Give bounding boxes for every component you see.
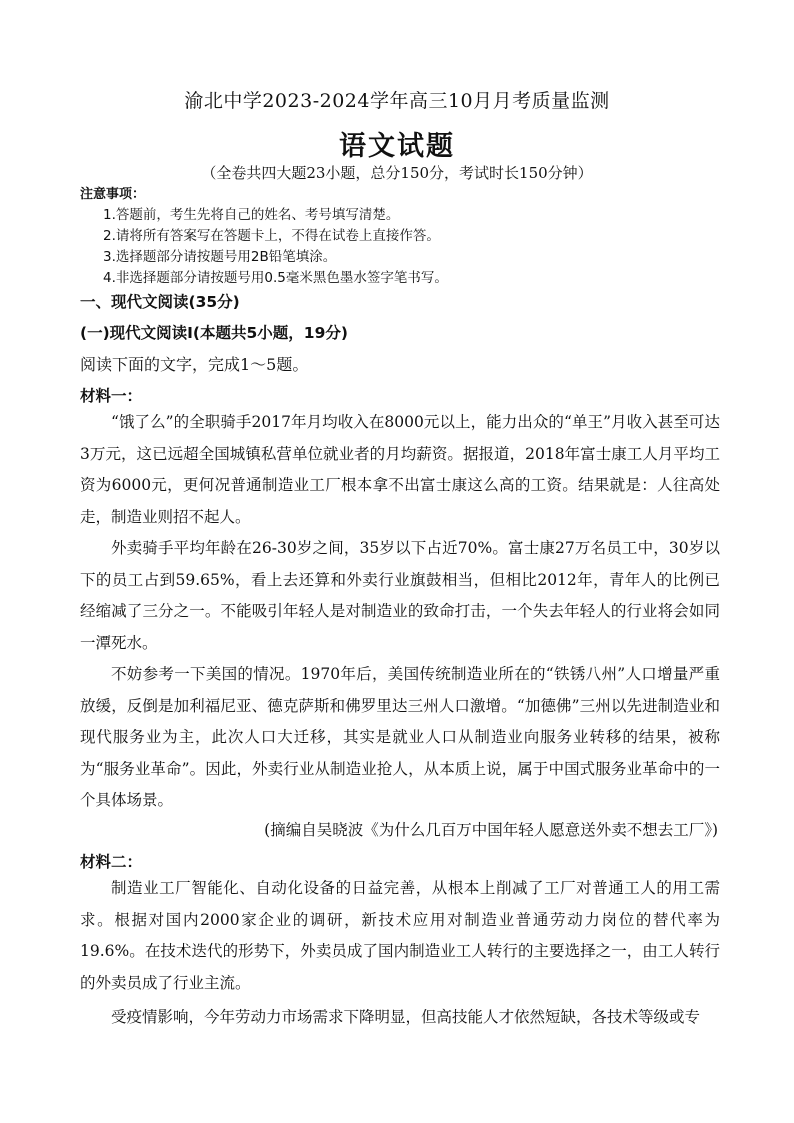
notice-item: 2.请将所有答案写在答题卡上，不得在试卷上直接作答。 [103,228,440,244]
exam-title: 渝北中学2023-2024学年高三10月月考质量监测 [184,90,610,112]
material-one-paragraph: 外卖骑手平均年龄在26-30岁之间，35岁以下占近70%。富士康27万名员工中，30岁以下的员工占到59.65%，看上去还算和外卖行业旗鼓相当，但相比2012年，青年人的比例已经缩减了三分之一。不能吸引年轻人是对制造业的致命打击，一个失去年轻人的行业将会如同一潭死水。 [80,539,720,652]
material-one-paragraph: 不妨参考一下美国的情况。1970年后，美国传统制造业所在的“铁锈八州”人口增量严重放缓，反倒是加利福尼亚、德克萨斯和佛罗里达三州人口激增。“加德佛”三州以先进制造业和现代服务业为主，此次人口大迁移，其实是就业人口从制造业向服务业转移的结果，被称为“服务业革命”。因此，外卖行业从制造业抢人，从本质上说，属于中国式服务业革命中的一个具体场景。 [80,665,720,809]
material-one-paragraph: “饿了么”的全职骑手2017年月均收入在8000元以上，能力出众的“单王”月收入甚至可达3万元，这已远超全国城镇私营单位就业者的月均薪资。据报道，2018年富士康工人月平均工资为6000元，更何况普通制造业工厂根本拿不出富士康这么高的工资。结果就是：人往高处走，制造业则招不起人。 [80,413,720,526]
material-one-source: (摘编自吴晓波《为什么几百万中国年轻人愿意送外卖不想去工厂》) [264,821,718,839]
notice-label: 注意事项： [80,187,146,202]
material-one-label: 材料一： [80,387,143,405]
section-heading: 一、现代文阅读(35分) [80,293,240,311]
subsection-heading: (一)现代文阅读Ⅰ(本题共5小题，19分) [80,324,348,342]
material-two-paragraph: 制造业工厂智能化、自动化设备的日益完善，从根本上削减了工厂对普通工人的用工需求。根据对国内2000家企业的调研，新技术应用对制造业普通劳动力岗位的替代率为19.6%。在技术迭代的形势下，外卖员成了国内制造业工人转行的主要选择之一，由工人转行的外卖员成了行业主流。 [80,879,720,992]
notice-item: 4.非选择题部分请按题号用0.5毫米黑色墨水签字笔书写。 [103,270,448,286]
material-two-paragraph: 受疫情影响，今年劳动力市场需求下降明显，但高技能人才依然短缺，各技术等级或专 [111,1008,701,1026]
reading-instruction: 阅读下面的文字，完成1～5题。 [80,355,309,374]
notice-item: 1.答题前，考生先将自己的姓名、考号填写清楚。 [103,207,400,223]
subject-title: 语文试题 [339,131,455,162]
material-two-label: 材料二： [80,853,143,871]
notice-list [103,205,448,289]
exam-info: （全卷共四大题23小题，总分150分，考试时长150分钟） [201,164,593,182]
notice-item: 3.选择题部分请按题号用2B铅笔填涂。 [103,249,337,265]
